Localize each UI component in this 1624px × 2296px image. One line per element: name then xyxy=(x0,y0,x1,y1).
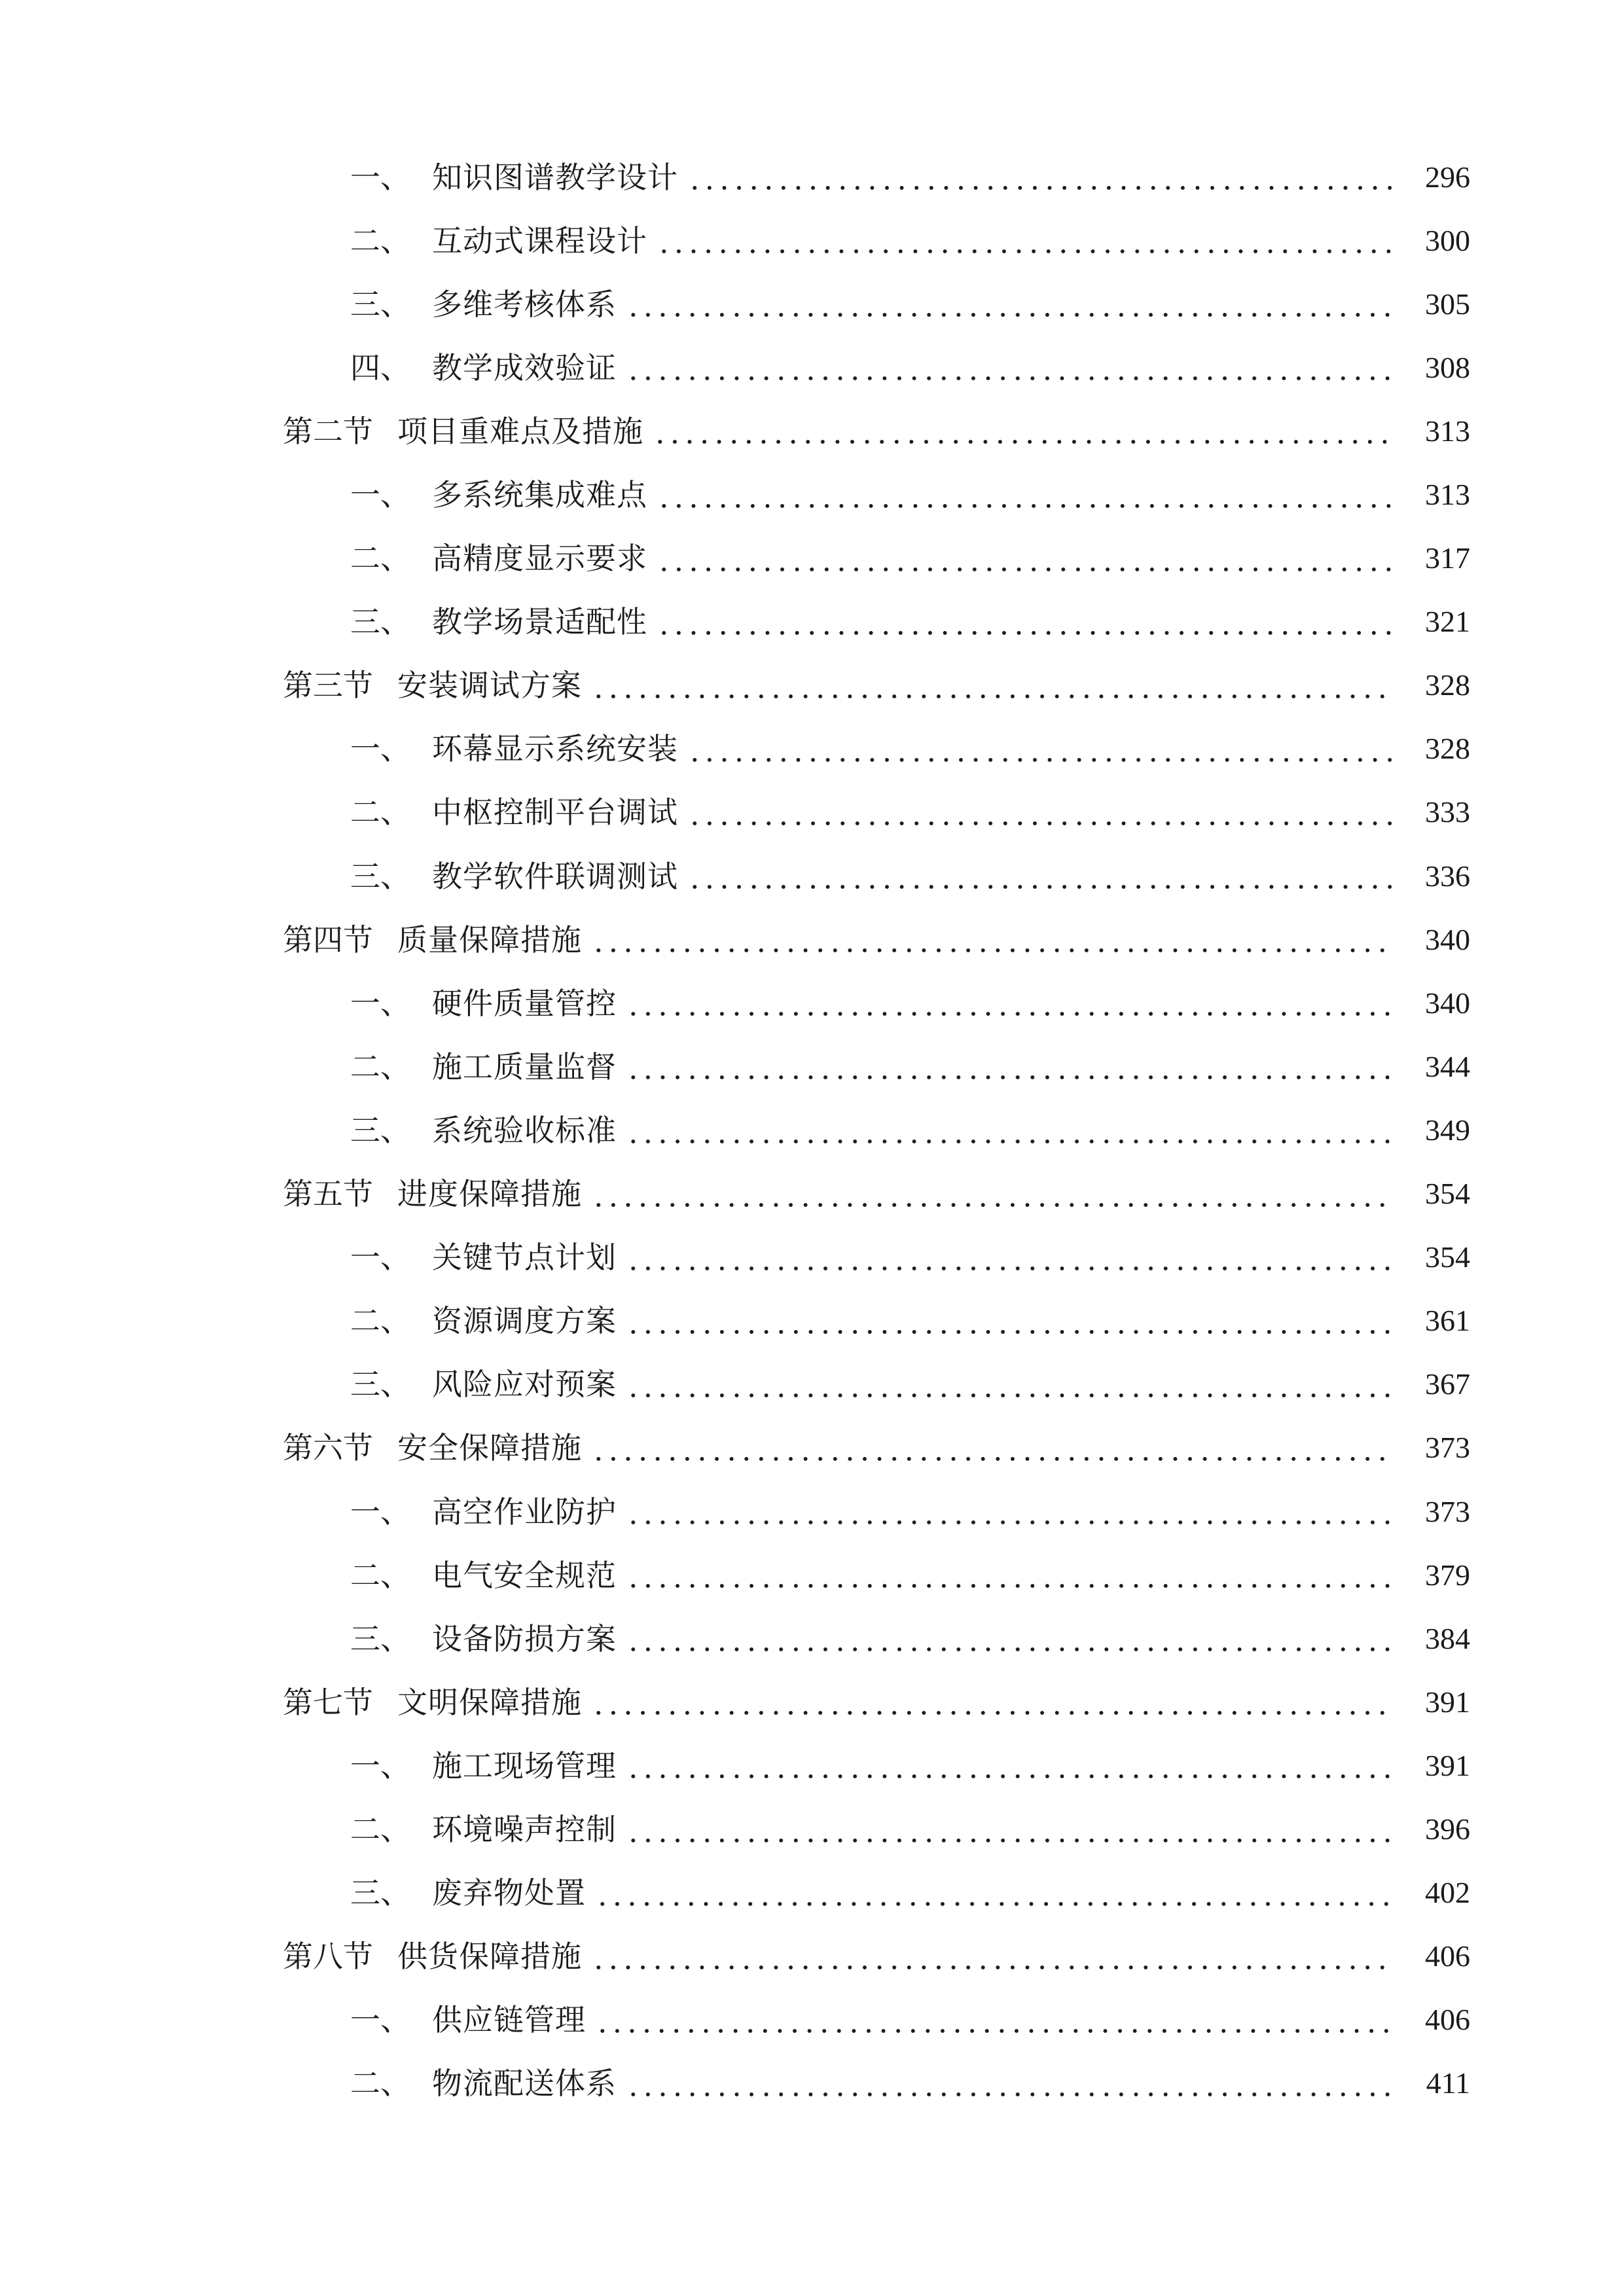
dot-leader xyxy=(591,1965,1392,1970)
toc-entry-number: 第二节 xyxy=(283,413,373,449)
toc-subsection-entry[interactable] xyxy=(0,590,1624,654)
toc-entry-title: 环境噪声控制 xyxy=(432,1811,617,1847)
toc-entry-number: 一、 xyxy=(350,2002,410,2038)
toc-section-entry[interactable] xyxy=(0,654,1624,717)
dot-leader xyxy=(595,1901,1392,1907)
dot-leader xyxy=(626,312,1392,317)
toc-entry-title: 供应链管理 xyxy=(432,2002,586,2038)
toc-subsection-entry[interactable] xyxy=(0,272,1624,336)
toc-subsection-entry[interactable] xyxy=(0,1988,1624,2052)
toc-entry-number: 一、 xyxy=(350,1748,410,1784)
toc-entry-number: 第三节 xyxy=(283,668,373,704)
dot-leader xyxy=(657,503,1392,509)
toc-entry-number: 一、 xyxy=(350,477,410,513)
toc-entry-number: 二、 xyxy=(350,1049,410,1085)
dot-leader xyxy=(687,185,1392,190)
toc-entry-number: 二、 xyxy=(350,541,410,577)
toc-entry-number: 第四节 xyxy=(283,922,373,958)
toc-entry-title: 质量保障措施 xyxy=(397,922,582,958)
toc-entry-title: 知识图谱教学设计 xyxy=(432,159,678,195)
toc-entry-page-number: 344 xyxy=(1425,1049,1470,1083)
dot-leader xyxy=(626,1075,1392,1080)
toc-subsection-entry[interactable] xyxy=(0,527,1624,590)
toc-entry-title: 安装调试方案 xyxy=(397,668,582,704)
toc-entry-number: 三、 xyxy=(350,286,410,322)
toc-entry-page-number: 402 xyxy=(1425,1876,1470,1910)
toc-section-entry[interactable] xyxy=(0,1162,1624,1226)
toc-entry-page-number: 317 xyxy=(1425,541,1470,575)
toc-entry-title: 资源调度方案 xyxy=(432,1303,617,1339)
table-of-contents xyxy=(0,145,1624,2115)
toc-entry-title: 废弃物处置 xyxy=(432,1875,586,1911)
toc-entry-title: 环幕显示系统安装 xyxy=(432,731,678,767)
toc-entry-number: 二、 xyxy=(350,1303,410,1339)
toc-entry-title: 硬件质量管控 xyxy=(432,985,617,1021)
toc-subsection-entry[interactable] xyxy=(0,1861,1624,1925)
toc-entry-page-number: 354 xyxy=(1425,1177,1470,1211)
toc-entry-title: 项目重难点及措施 xyxy=(397,413,643,449)
toc-subsection-entry[interactable] xyxy=(0,1035,1624,1098)
toc-subsection-entry[interactable] xyxy=(0,463,1624,526)
toc-entry-page-number: 313 xyxy=(1425,478,1470,512)
dot-leader xyxy=(595,2028,1392,2034)
toc-entry-number: 第八节 xyxy=(283,1939,373,1975)
dot-leader xyxy=(591,694,1392,699)
dot-leader xyxy=(591,1710,1392,1715)
dot-leader xyxy=(626,1774,1392,1779)
toc-entry-page-number: 391 xyxy=(1425,1685,1470,1719)
toc-entry-title: 设备防损方案 xyxy=(432,1621,617,1657)
toc-entry-title: 电气安全规范 xyxy=(432,1557,617,1593)
toc-entry-number: 第六节 xyxy=(283,1430,373,1466)
toc-subsection-entry[interactable] xyxy=(0,1289,1624,1353)
toc-entry-title: 互动式课程设计 xyxy=(432,223,647,259)
toc-entry-page-number: 340 xyxy=(1425,922,1470,956)
toc-entry-page-number: 328 xyxy=(1425,732,1470,766)
toc-entry-page-number: 340 xyxy=(1425,986,1470,1020)
toc-entry-title: 进度保障措施 xyxy=(397,1176,582,1212)
toc-entry-title: 文明保障措施 xyxy=(397,1684,582,1720)
toc-entry-page-number: 406 xyxy=(1425,2003,1470,2037)
dot-leader xyxy=(657,567,1392,572)
toc-subsection-entry[interactable] xyxy=(0,781,1624,844)
dot-leader xyxy=(626,1393,1392,1398)
toc-entry-number: 二、 xyxy=(350,1557,410,1593)
toc-entry-page-number: 367 xyxy=(1425,1367,1470,1401)
toc-entry-title: 供货保障措施 xyxy=(397,1939,582,1975)
dot-leader xyxy=(626,1838,1392,1843)
toc-subsection-entry[interactable] xyxy=(0,844,1624,908)
toc-subsection-entry[interactable] xyxy=(0,971,1624,1035)
dot-leader xyxy=(687,757,1392,762)
toc-subsection-entry[interactable] xyxy=(0,1480,1624,1543)
toc-section-entry[interactable] xyxy=(0,1416,1624,1480)
toc-entry-number: 三、 xyxy=(350,858,410,894)
dot-leader xyxy=(657,249,1392,254)
toc-entry-page-number: 384 xyxy=(1425,1621,1470,1655)
toc-entry-title: 高空作业防护 xyxy=(432,1494,617,1530)
toc-subsection-entry[interactable] xyxy=(0,1607,1624,1670)
toc-subsection-entry[interactable] xyxy=(0,2052,1624,2115)
toc-entry-page-number: 313 xyxy=(1425,414,1470,448)
toc-entry-title: 物流配送体系 xyxy=(432,2066,617,2102)
toc-subsection-entry[interactable] xyxy=(0,1098,1624,1162)
toc-entry-title: 多系统集成难点 xyxy=(432,477,647,513)
toc-subsection-entry[interactable] xyxy=(0,1734,1624,1797)
toc-section-entry[interactable] xyxy=(0,908,1624,971)
toc-entry-title: 安全保障措施 xyxy=(397,1430,582,1466)
toc-entry-number: 第五节 xyxy=(283,1176,373,1212)
toc-entry-number: 二、 xyxy=(350,223,410,259)
toc-entry-page-number: 373 xyxy=(1425,1494,1470,1528)
toc-entry-title: 高精度显示要求 xyxy=(432,541,647,577)
toc-entry-page-number: 391 xyxy=(1425,1748,1470,1782)
toc-entry-title: 多维考核体系 xyxy=(432,286,617,322)
dot-leader xyxy=(687,821,1392,826)
toc-entry-title: 教学场景适配性 xyxy=(432,604,647,640)
toc-entry-page-number: 361 xyxy=(1425,1304,1470,1338)
toc-entry-number: 三、 xyxy=(350,1875,410,1911)
dot-leader xyxy=(653,439,1392,444)
toc-entry-page-number: 354 xyxy=(1425,1240,1470,1274)
toc-entry-page-number: 379 xyxy=(1425,1558,1470,1592)
toc-entry-number: 四、 xyxy=(350,350,410,386)
dot-leader xyxy=(626,1520,1392,1525)
toc-entry-number: 一、 xyxy=(350,1240,410,1276)
toc-subsection-entry[interactable] xyxy=(0,717,1624,781)
toc-section-entry[interactable] xyxy=(0,1670,1624,1734)
toc-entry-number: 一、 xyxy=(350,1494,410,1530)
toc-entry-page-number: 406 xyxy=(1425,1939,1470,1973)
toc-entry-number: 一、 xyxy=(350,731,410,767)
toc-subsection-entry[interactable] xyxy=(0,145,1624,209)
toc-entry-page-number: 349 xyxy=(1425,1113,1470,1147)
toc-entry-number: 三、 xyxy=(350,1367,410,1403)
toc-entry-page-number: 296 xyxy=(1425,160,1470,194)
toc-entry-page-number: 336 xyxy=(1425,859,1470,893)
toc-entry-page-number: 411 xyxy=(1426,2066,1470,2100)
toc-entry-page-number: 321 xyxy=(1425,605,1470,639)
toc-entry-page-number: 396 xyxy=(1425,1812,1470,1846)
dot-leader xyxy=(626,1266,1392,1271)
dot-leader xyxy=(687,884,1392,889)
toc-entry-number: 一、 xyxy=(350,159,410,195)
toc-entry-page-number: 373 xyxy=(1425,1431,1470,1465)
toc-entry-number: 二、 xyxy=(350,795,410,831)
dot-leader xyxy=(657,630,1392,636)
toc-entry-number: 二、 xyxy=(350,1811,410,1847)
toc-entry-page-number: 300 xyxy=(1425,223,1470,257)
toc-entry-page-number: 333 xyxy=(1425,795,1470,829)
toc-entry-number: 三、 xyxy=(350,1112,410,1148)
toc-section-entry[interactable] xyxy=(0,399,1624,463)
toc-entry-number: 三、 xyxy=(350,1621,410,1657)
toc-entry-title: 教学成效验证 xyxy=(432,350,617,386)
dot-leader xyxy=(626,1647,1392,1652)
toc-entry-title: 关键节点计划 xyxy=(432,1240,617,1276)
toc-subsection-entry[interactable] xyxy=(0,1797,1624,1861)
toc-entry-title: 系统验收标准 xyxy=(432,1112,617,1148)
toc-entry-page-number: 328 xyxy=(1425,668,1470,702)
toc-entry-number: 第七节 xyxy=(283,1684,373,1720)
toc-entry-title: 教学软件联调测试 xyxy=(432,858,678,894)
dot-leader xyxy=(626,1329,1392,1335)
dot-leader xyxy=(591,948,1392,953)
toc-subsection-entry[interactable] xyxy=(0,1226,1624,1289)
dot-leader xyxy=(591,1202,1392,1208)
toc-subsection-entry[interactable] xyxy=(0,209,1624,272)
toc-entry-number: 二、 xyxy=(350,2066,410,2102)
dot-leader xyxy=(591,1456,1392,1462)
toc-subsection-entry[interactable] xyxy=(0,336,1624,399)
dot-leader xyxy=(626,2092,1392,2097)
toc-entry-page-number: 308 xyxy=(1425,350,1470,384)
dot-leader xyxy=(626,1139,1392,1144)
toc-subsection-entry[interactable] xyxy=(0,1543,1624,1607)
toc-entry-page-number: 305 xyxy=(1425,287,1470,321)
toc-entry-title: 施工质量监督 xyxy=(432,1049,617,1085)
dot-leader xyxy=(626,1011,1392,1016)
toc-entry-number: 一、 xyxy=(350,985,410,1021)
toc-entry-title: 施工现场管理 xyxy=(432,1748,617,1784)
dot-leader xyxy=(626,376,1392,381)
dot-leader xyxy=(626,1583,1392,1588)
toc-entry-title: 风险应对预案 xyxy=(432,1367,617,1403)
toc-entry-number: 三、 xyxy=(350,604,410,640)
toc-subsection-entry[interactable] xyxy=(0,1353,1624,1416)
toc-entry-title: 中枢控制平台调试 xyxy=(432,795,678,831)
toc-section-entry[interactable] xyxy=(0,1925,1624,1988)
